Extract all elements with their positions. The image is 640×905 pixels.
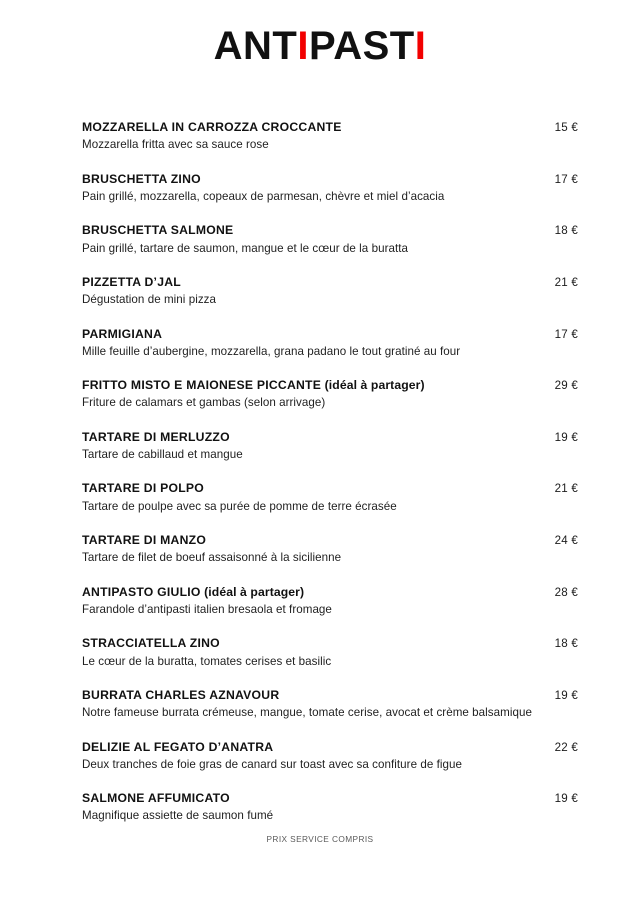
menu-item-list	[0, 119, 640, 842]
menu-item	[82, 584, 578, 619]
menu-item-price: 18 €	[554, 637, 578, 651]
menu-item-header	[82, 429, 578, 446]
menu-item-name	[82, 326, 162, 343]
menu-item-note: (idéal à partager)	[321, 378, 425, 393]
menu-item-name	[82, 119, 342, 136]
menu-item	[82, 377, 578, 412]
menu-item-name-text: FRITTO MISTO E MAIONESE PICCANTE	[82, 378, 322, 393]
menu-item-name	[82, 532, 206, 549]
menu-item-name	[82, 274, 181, 291]
menu-item-price: 28 €	[554, 585, 578, 599]
menu-item	[82, 635, 578, 670]
menu-item-description: Pain grillé, tartare de saumon, mangue et le cœur de la buratta	[82, 241, 409, 255]
menu-item-description: Deux tranches de foie gras de canard sur toast avec sa confiture de figue	[82, 757, 463, 771]
menu-item	[82, 687, 578, 722]
menu-item	[82, 480, 578, 515]
menu-item-description: Mille feuille d’aubergine, mozzarella, grana padano le tout gratiné au four	[82, 344, 461, 358]
menu-item-name-text: SALMONE AFFUMICATO	[82, 791, 230, 806]
menu-item-name	[82, 429, 230, 446]
menu-item-name-text: BRUSCHETTA SALMONE	[82, 223, 234, 238]
menu-item-name-text: PARMIGIANA	[82, 326, 163, 341]
menu-item-price: 18 €	[554, 224, 578, 238]
menu-item-price: 29 €	[554, 379, 578, 393]
menu-item	[82, 222, 578, 257]
menu-item	[82, 429, 578, 464]
menu-item-price: 21 €	[554, 482, 578, 496]
menu-item-note: (idéal à partager)	[200, 584, 305, 599]
menu-item-price: 17 €	[554, 327, 578, 341]
menu-item-header	[82, 171, 578, 188]
menu-item-description: Tartare de poulpe avec sa purée de pomme de terre écrasée	[82, 499, 397, 513]
menu-item-description: Magnifique assiette de saumon fumé	[82, 809, 274, 823]
menu-item-price: 19 €	[554, 430, 578, 444]
menu-item-name	[82, 687, 279, 704]
menu-item-name-text: TARTARE DI MERLUZZO	[82, 429, 230, 444]
menu-item-price: 19 €	[554, 688, 578, 702]
page-title-segment: PAST	[309, 24, 415, 68]
menu-item	[82, 790, 578, 825]
menu-item-name	[82, 480, 204, 497]
menu-item	[82, 171, 578, 206]
menu-item-description: Friture de calamars et gambas (selon arrivage)	[82, 396, 326, 410]
menu-item-name-text: PIZZETTA D’JAL	[82, 274, 181, 289]
menu-item-price: 19 €	[554, 792, 578, 806]
menu-item	[82, 274, 578, 309]
menu-item	[82, 532, 578, 567]
page-title-segment: ANT	[213, 24, 298, 68]
menu-item-header	[82, 480, 578, 497]
menu-item-name	[82, 222, 233, 239]
menu-item-header	[82, 274, 578, 291]
menu-item-description: Dégustation de mini pizza	[82, 293, 217, 307]
page-title	[0, 0, 640, 66]
menu-item-header	[82, 222, 578, 239]
menu-item-price: 21 €	[554, 275, 578, 289]
menu-item	[82, 326, 578, 361]
menu-item-description: Pain grillé, mozzarella, copeaux de parmesan, chèvre et miel d’acacia	[82, 189, 445, 203]
menu-item-name-text: BURRATA CHARLES AZNAVOUR	[82, 687, 280, 702]
menu-item-header	[82, 119, 578, 136]
menu-item-price: 22 €	[554, 740, 578, 754]
menu-item-name	[82, 790, 230, 807]
menu-item-price: 15 €	[554, 121, 578, 134]
menu-item-header	[82, 739, 578, 756]
menu-item-description: Tartare de filet de boeuf assaisonné à la sicilienne	[82, 551, 342, 565]
menu-item-header	[82, 532, 578, 549]
menu-item-name-text: STRACCIATELLA ZINO	[82, 636, 220, 651]
menu-item-description: Farandole d’antipasti italien bresaola et fromage	[82, 602, 332, 616]
page-title-accent-letter: I	[414, 24, 427, 68]
menu-item	[82, 739, 578, 774]
menu-item-price: 17 €	[554, 172, 578, 186]
menu-item-header	[82, 326, 578, 343]
menu-item-name-text: BRUSCHETTA ZINO	[82, 171, 201, 186]
menu-item-description: Mozzarella fritta avec sa sauce rose	[82, 138, 269, 152]
menu-item-header	[82, 635, 578, 652]
menu-item-name	[82, 739, 273, 756]
menu-item-price: 24 €	[554, 534, 578, 547]
menu-item-name-text: TARTARE DI POLPO	[82, 481, 205, 496]
menu-item-name	[82, 584, 304, 601]
menu-item-name	[82, 635, 220, 652]
page-title-accent-letter: I	[297, 24, 309, 68]
menu-item-name-text: TARTARE DI MANZO	[82, 533, 207, 547]
menu-item-header	[82, 584, 578, 601]
menu-item-name-text: DELIZIE AL FEGATO D’ANATRA	[82, 739, 274, 754]
menu-item-description: Notre fameuse burrata crémeuse, mangue, tomate cerise, avocat et crème balsamique	[82, 706, 532, 720]
menu-item-name	[82, 171, 201, 188]
menu-item-description: Le cœur de la buratta, tomates cerises et basilic	[82, 654, 332, 668]
menu-item-name-text: MOZZARELLA IN CARROZZA CROCCANTE	[82, 120, 342, 134]
menu-item	[82, 119, 578, 154]
menu-item-header	[82, 377, 578, 394]
menu-item-header	[82, 790, 578, 807]
menu-item-name	[82, 377, 425, 394]
menu-item-name-text: ANTIPASTO GIULIO	[82, 584, 201, 599]
menu-item-header	[82, 687, 578, 704]
footer-note: PRIX SERVICE COMPRIS	[266, 834, 374, 844]
menu-item-description: Tartare de cabillaud et mangue	[82, 448, 243, 462]
